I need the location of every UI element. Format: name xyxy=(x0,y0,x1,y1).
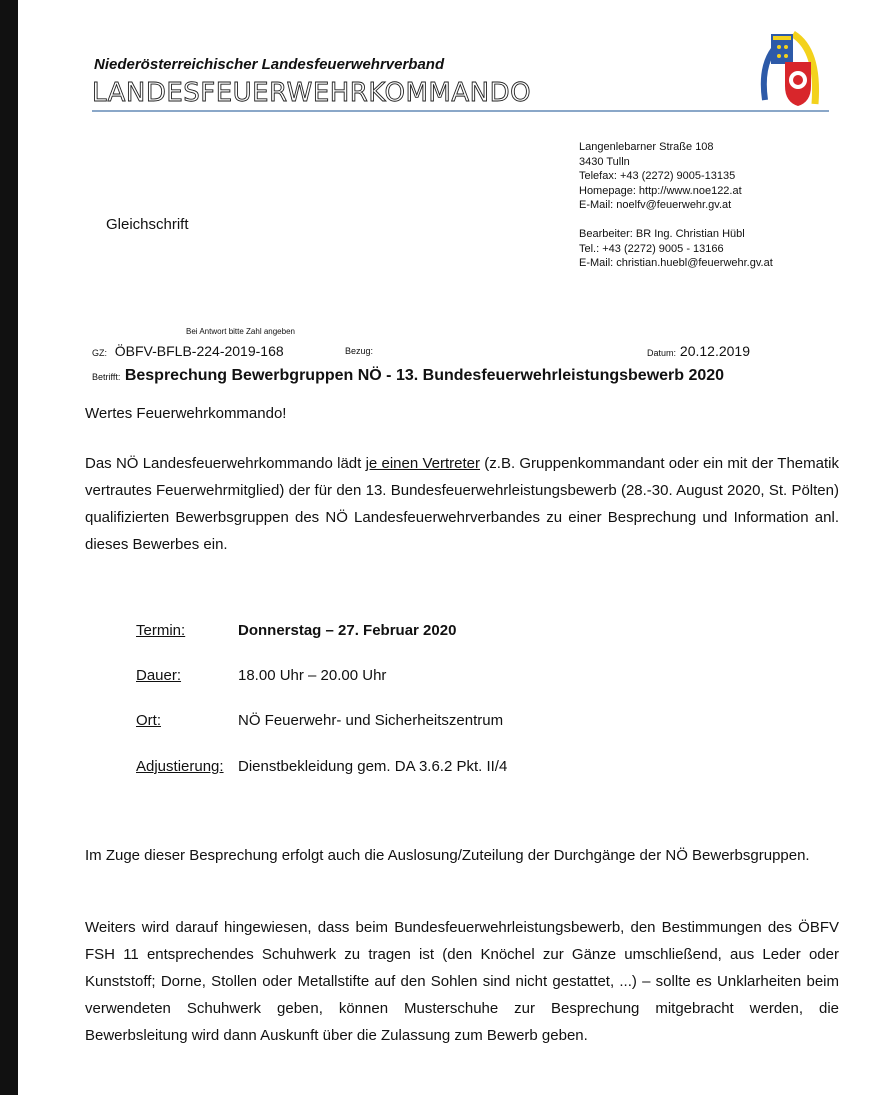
address-line: Langenlebarner Straße 108 xyxy=(579,141,714,153)
header-rule xyxy=(92,110,829,112)
fire-brigade-logo xyxy=(753,30,825,108)
underlined-text: je einen Vertreter xyxy=(365,455,481,472)
email-line: E-Mail: noelfv@feuerwehr.gv.at xyxy=(579,199,732,211)
salutation: Wertes Feuerwehrkommando! xyxy=(85,405,287,422)
address-line: 3430 Tulln xyxy=(579,155,630,168)
gz-label: GZ: xyxy=(92,348,107,358)
paragraph-draw: Im Zuge dieser Besprechung erfolgt auch die Auslosung/Zuteilung der Durchgänge der NÖ Bewerbsgruppen. xyxy=(85,847,810,864)
detail-label: Ort: xyxy=(136,712,161,729)
subject-line xyxy=(92,367,724,385)
letter-page xyxy=(18,0,872,1095)
clerk-email-line: E-Mail: christian.huebl@feuerwehr.gv.at xyxy=(579,257,773,269)
paragraph-text: (z.B. Gruppenkommandant oder ein mit der Thematik vertrautes Feuerwehrmitglied) der für den 13. Bundesfeuerwehrleistungsbewerb (28.-30. August 2020, St. Pölten) qualifizierten Bewerbsgruppen des NÖ Landesfeuerwehrverbandes zu einer Besprechung und Information anl. dieses Bewerbes ein. xyxy=(85,455,839,553)
reference-number xyxy=(92,343,284,359)
date xyxy=(647,343,750,359)
detail-label: Dauer: xyxy=(136,667,182,684)
date-label: Datum: xyxy=(647,348,677,358)
paragraph-invitation xyxy=(85,450,839,558)
detail-value: Donnerstag – 27. Februar 2020 xyxy=(238,622,457,639)
fax-line: Telefax: +43 (2272) 9005-13135 xyxy=(579,170,736,182)
organization-name: Niederösterreichischer Landesfeuerwehrverband xyxy=(94,56,445,73)
detail-label: Adjustierung: xyxy=(136,758,224,775)
reply-hint: Bei Antwort bitte Zahl angeben xyxy=(186,327,295,336)
detail-value: 18.00 Uhr – 20.00 Uhr xyxy=(238,667,387,684)
clerk-line: Bearbeiter: BR Ing. Christian Hübl xyxy=(579,228,745,240)
distribution-label: Gleichschrift xyxy=(106,216,189,233)
homepage-line: Homepage: http://www.noe122.at xyxy=(579,184,742,197)
subject-label: Betrifft: xyxy=(92,372,121,382)
department-name: LANDESFEUERWEHRKOMMANDO xyxy=(92,78,532,108)
phone-line: Tel.: +43 (2272) 9005 - 13166 xyxy=(579,242,724,255)
paragraph-footwear: Weiters wird darauf hingewiesen, dass beim Bundesfeuerwehrleistungsbewerb, den Bestimmungen des ÖBFV FSH 11 entsprechendes Schuhwerk zu tragen ist (den Knöchel zur Gänze umschließend, aus Leder oder Kunststoff; Dorne, Stollen oder Metallstifte auf den Sohlen sind nicht gestattet, ...) – sollte es Unklarheiten beim verwendeten Schuhwerk geben, können Musterschuhe zur Besprechung mitgebracht werden, die Bewerbsleitung wird dann Auskunft über die Zulassung zum Bewerb geben. xyxy=(85,919,839,1044)
detail-value: Dienstbekleidung gem. DA 3.6.2 Pkt. II/4 xyxy=(238,758,508,775)
date-value: 20.12.2019 xyxy=(679,343,750,359)
bezug-label: Bezug: xyxy=(345,346,374,356)
detail-value: NÖ Feuerwehr- und Sicherheitszentrum xyxy=(238,712,504,729)
contact-block xyxy=(579,227,773,271)
subject-text: Besprechung Bewerbgruppen NÖ - 13. Bundesfeuerwehrleistungsbewerb 2020 xyxy=(124,367,725,384)
detail-label: Termin: xyxy=(136,622,186,639)
address-block xyxy=(579,140,742,213)
gz-value: ÖBFV-BFLB-224-2019-168 xyxy=(114,343,284,359)
paragraph-text: Das NÖ Landesfeuerwehrkommando lädt xyxy=(85,455,366,472)
